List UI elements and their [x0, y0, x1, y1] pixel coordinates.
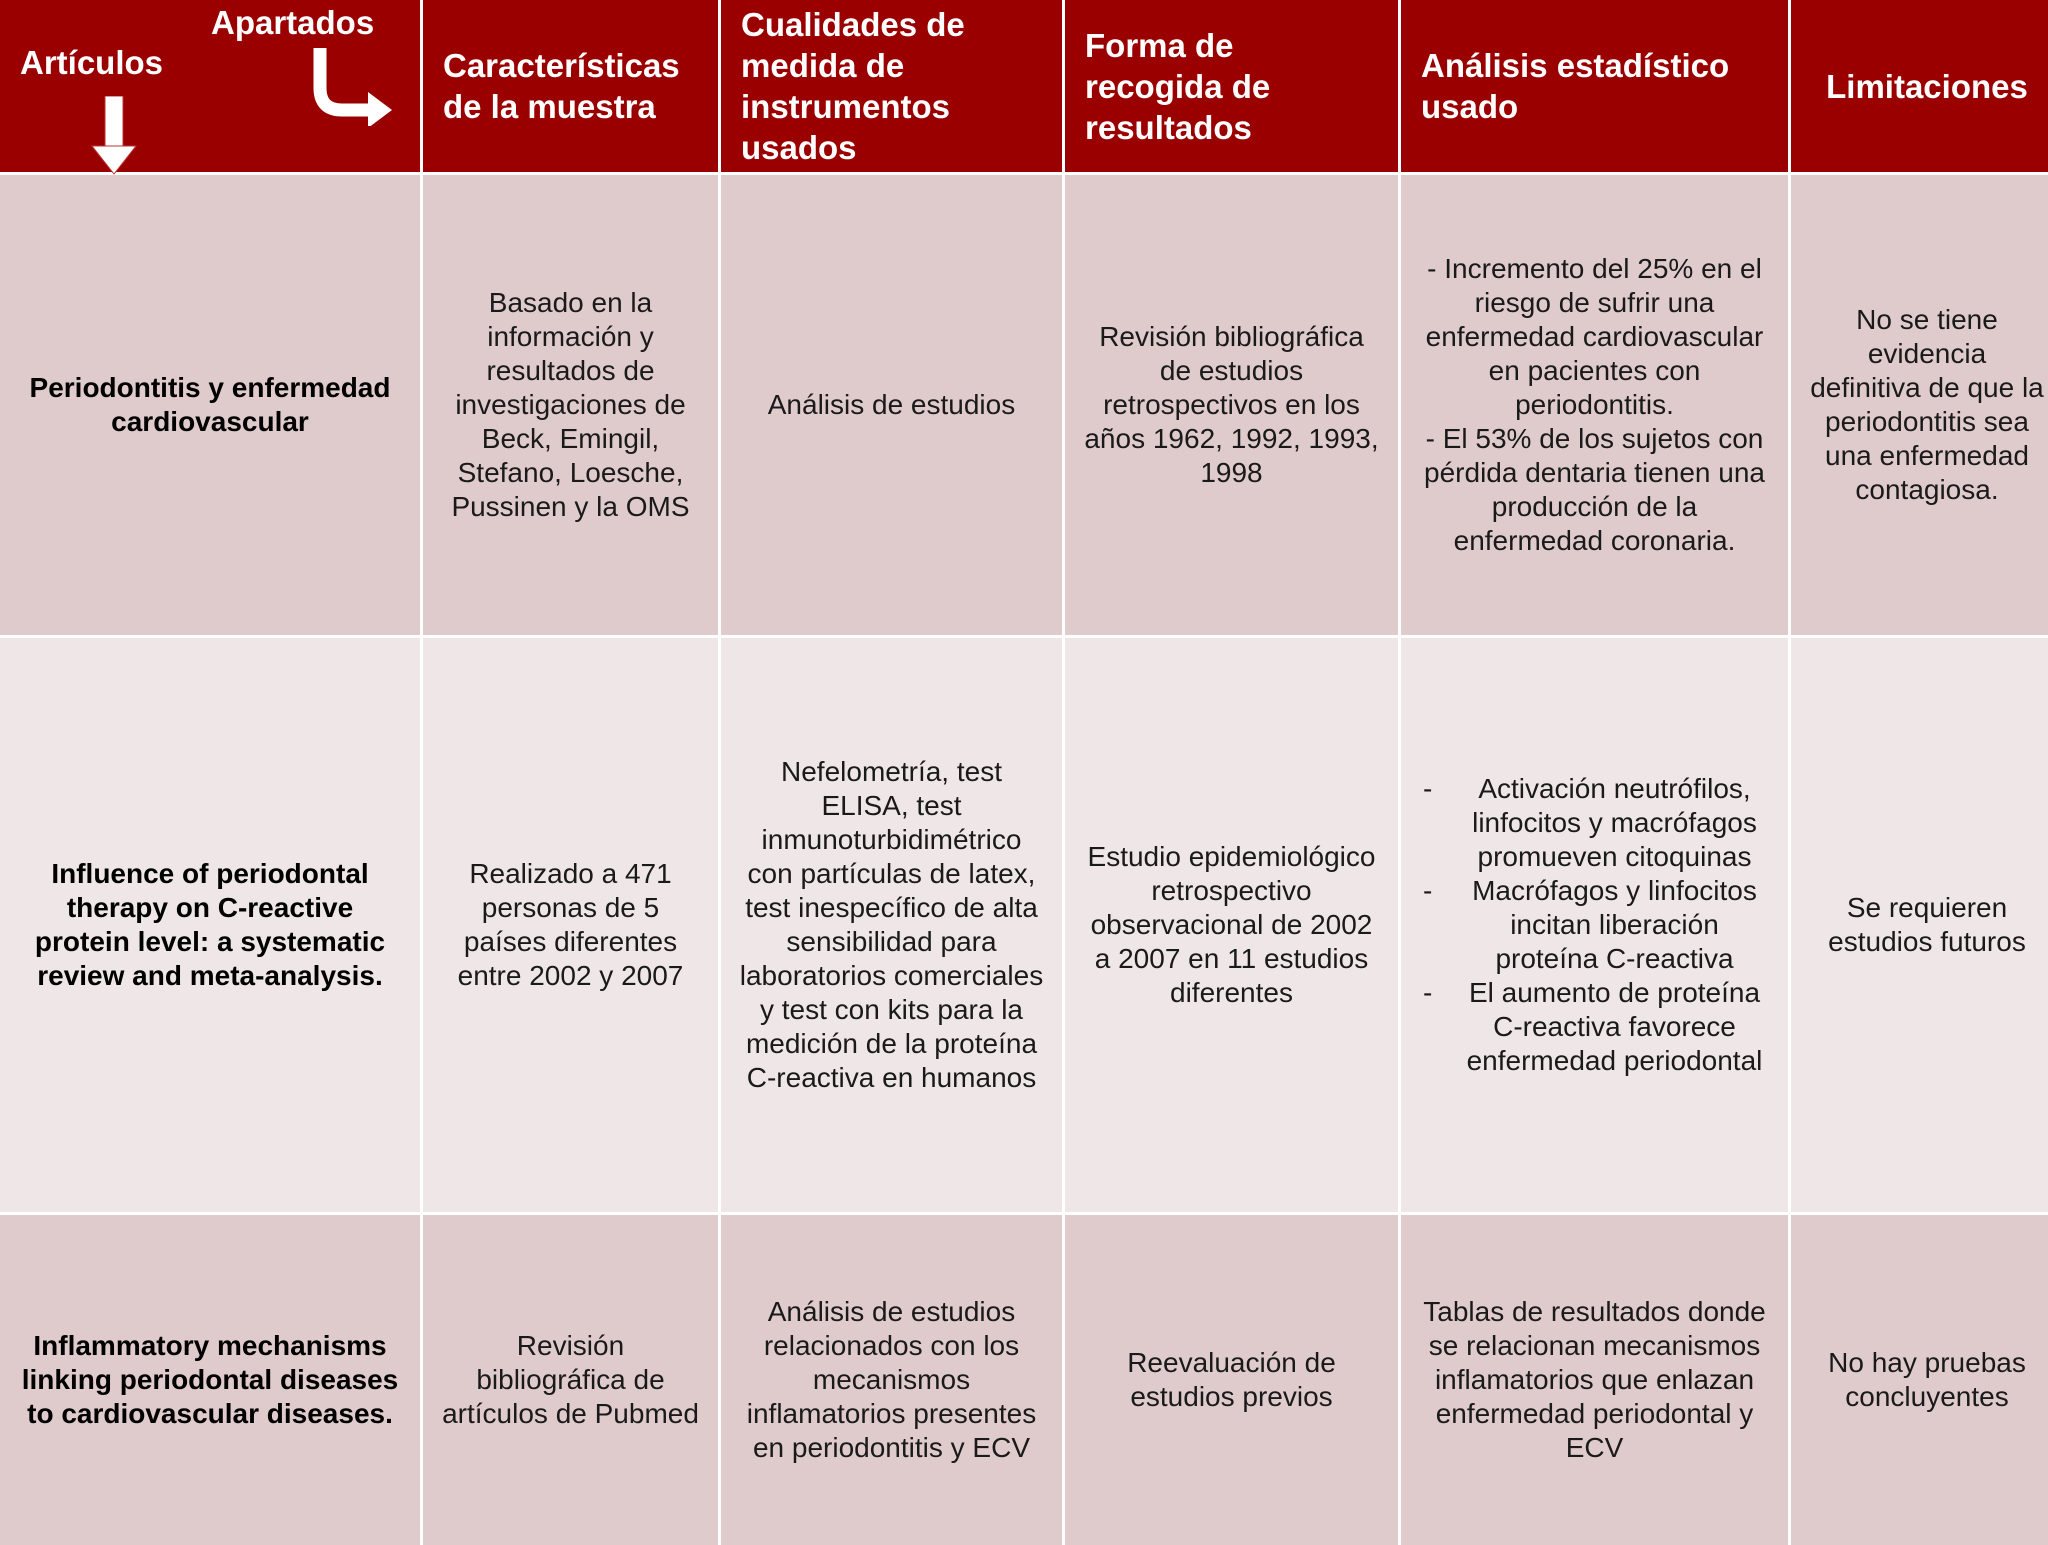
header-analisis: Análisis estadístico usado [1401, 0, 1788, 172]
row3-title: Inflammatory mechanisms linking periodontal diseases to cardiovascular diseases. [0, 1215, 420, 1545]
row2-analisis-list [1419, 772, 1770, 1078]
row1-title: Periodontitis y enfermedad cardiovascular [0, 175, 420, 635]
row2-muestra: Realizado a 471 personas de 5 países diferentes entre 2002 y 2007 [423, 638, 718, 1212]
header-forma-recogida: Forma de recogida de resultados [1065, 0, 1398, 172]
corner-label-articulos: Artículos [20, 44, 164, 81]
row1-recogida: Revisión bibliográfica de estudios retrospectivos en los años 1962, 1992, 1993, 1998 [1065, 175, 1398, 635]
row3-muestra: Revisión bibliográfica de artículos de Pubmed [423, 1215, 718, 1545]
list-item: - Activación neutrófilos, linfocitos y macrófagos promueven citoquinas [1419, 772, 1770, 874]
header-cualidades: Cualidades de medida de instrumentos usados [721, 0, 1062, 172]
arrow-right-icon [312, 48, 396, 126]
corner-label-apartados: Apartados [211, 4, 375, 41]
list-item: - Macrófagos y linfocitos incitan liberación proteína C-reactiva [1419, 874, 1770, 976]
header-limitaciones: Limitaciones [1791, 0, 2048, 172]
row2-title: Influence of periodontal therapy on C-reactive protein level: a systematic review and meta-analysis. [0, 638, 420, 1212]
list-item: - El aumento de proteína C-reactiva favorece enfermedad periodontal [1419, 976, 1770, 1078]
row2-analisis [1401, 638, 1788, 1212]
row1-analisis [1401, 175, 1788, 635]
row2-recogida: Estudio epidemiológico retrospectivo observacional de 2002 a 2007 en 11 estudios diferentes [1065, 638, 1398, 1212]
row2-limitaciones: Se requieren estudios futuros [1791, 638, 2048, 1212]
arrow-down-icon [90, 96, 138, 176]
row1-analisis-line-2: - El 53% de los sujetos con pérdida dentaria tienen una producción de la enfermedad coronaria. [1424, 423, 1765, 556]
row2-instrumentos: Nefelometría, test ELISA, test inmunoturbidimétrico con partículas de latex, test inespecífico de alta sensibilidad para laboratorios comerciales y test con kits para la medición de la proteína C-reactiva en humanos [721, 638, 1062, 1212]
header-caracteristicas: Características de la muestra [423, 0, 718, 172]
row1-limitaciones: No se tiene evidencia definitiva de que la periodontitis sea una enfermedad contagiosa. [1791, 175, 2048, 635]
row1-muestra: Basado en la información y resultados de investigaciones de Beck, Emingil, Stefano, Loesche, Pussinen y la OMS [423, 175, 718, 635]
row3-analisis: Tablas de resultados donde se relacionan mecanismos inflamatorios que enlazan enfermedad periodontal y ECV [1401, 1215, 1788, 1545]
row3-recogida: Reevaluación de estudios previos [1065, 1215, 1398, 1545]
header-corner-cell [0, 0, 420, 172]
row3-limitaciones: No hay pruebas concluyentes [1791, 1215, 2048, 1545]
row3-instrumentos: Análisis de estudios relacionados con los mecanismos inflamatorios presentes en periodontitis y ECV [721, 1215, 1062, 1545]
row1-analisis-line-1: - Incremento del 25% en el riesgo de sufrir una enfermedad cardiovascular en pacientes con periodontitis. [1425, 253, 1764, 420]
row1-instrumentos: Análisis de estudios [721, 175, 1062, 635]
